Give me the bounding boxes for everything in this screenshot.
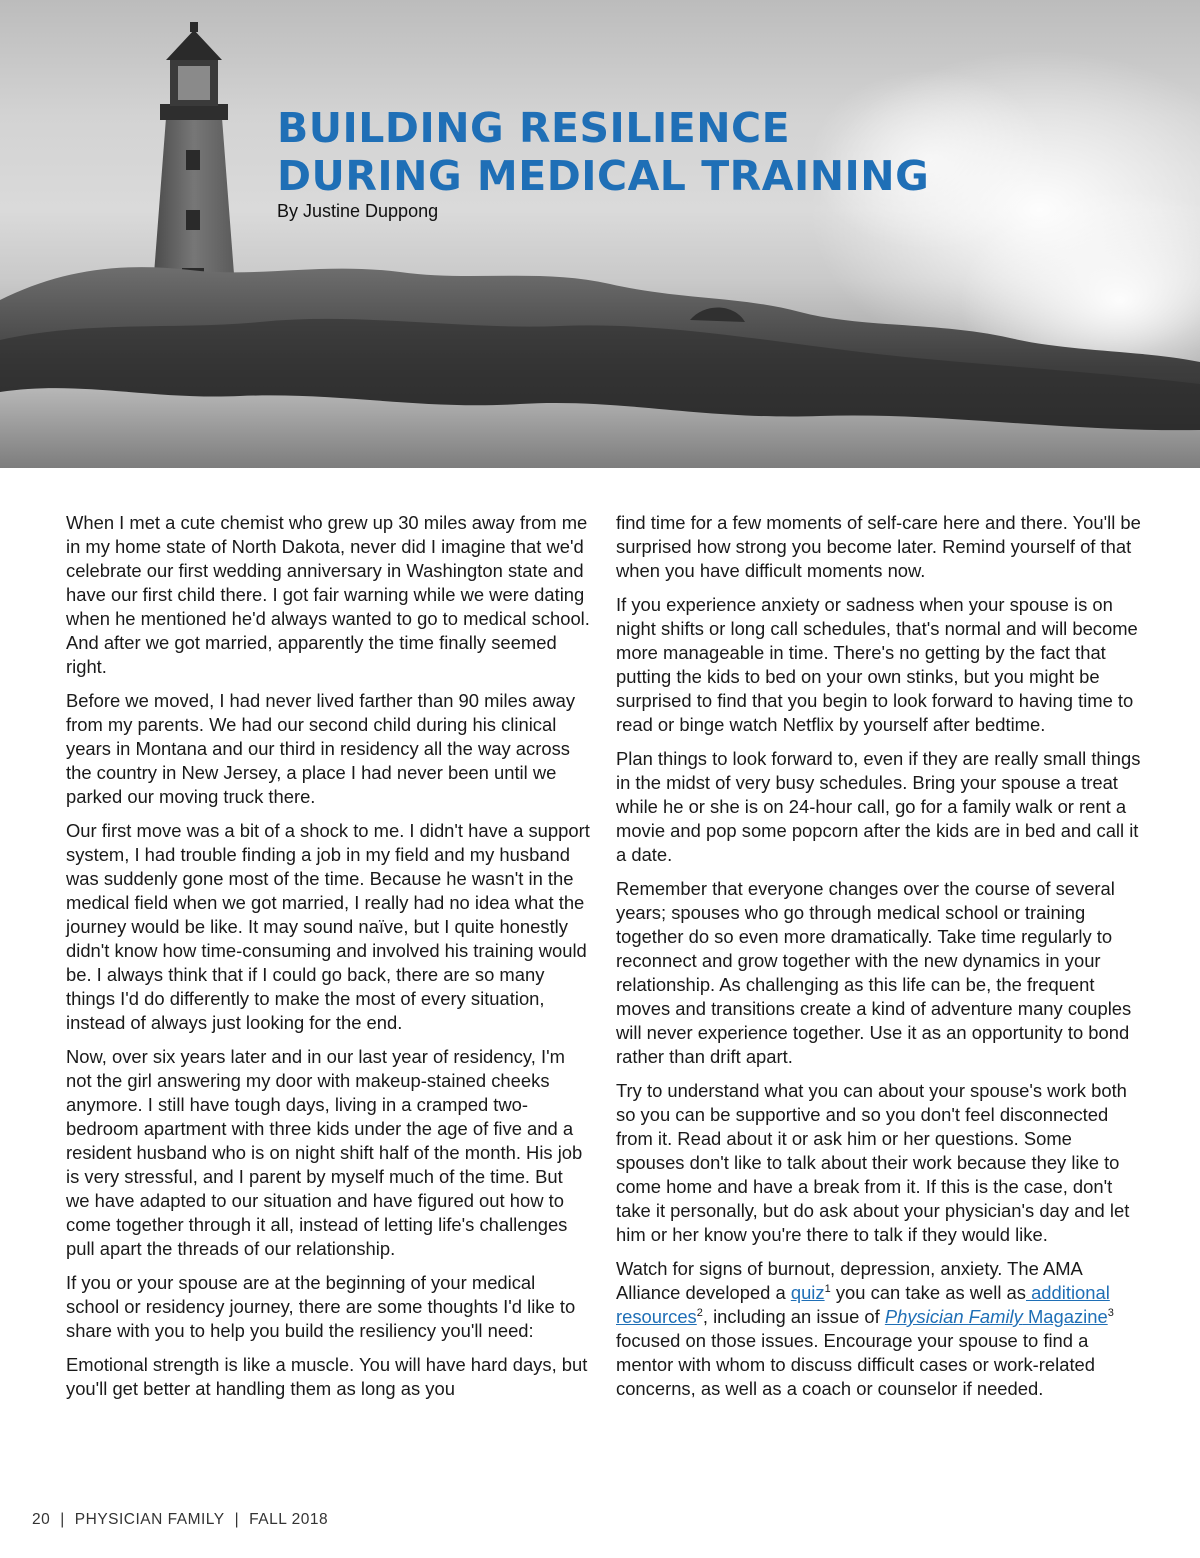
separator: | [60,1511,65,1528]
magazine-name-italic: Physician Family [884,1306,1023,1327]
paragraph: find time for a few moments of self-care here and there. You'll be surprised how strong you become later. Remind yourself of that when you have difficult moments now. [616,512,1141,581]
physician-family-magazine-link[interactable] [885,1306,1108,1327]
paragraph-with-links [616,1257,1141,1401]
page-footer [32,1511,328,1529]
footnote-2: 2 [696,1306,703,1319]
publication-name: PHYSICIAN FAMILY [74,1511,225,1528]
quiz-link[interactable]: quiz [790,1282,825,1303]
magazine-word: Magazine [1022,1306,1108,1327]
paragraph: If you or your spouse are at the beginning of your medical school or residency journey, there are some thoughts I'd like to share with you to help you build the resiliency you'll need: [66,1272,576,1341]
title-line-1: BUILDING RESILIENCE [277,104,791,152]
paragraph: Remember that everyone changes over the course of several years; spouses who go through medical school or training together do so even more dramatically. Take time regularly to reconnect and grow together with the new dynamics in your relationship. As challenging as this life can be, the frequent moves and transitions create a kind of adventure many couples will never experience together. Use it as an opportunity to bond rather than drift apart. [616,878,1132,1067]
article-column-right [616,511,1141,1411]
paragraph: When I met a cute chemist who grew up 30 miles away from me in my home state of North Dakota, never did I imagine that we'd celebrate our first wedding anniversary in Washington state and have our first child there. I got fair warning while we were dating when he mentioned he'd always wanted to go to medical school. And after we got married, apparently the time finally seemed right. [66,512,590,677]
additional-resources-link[interactable]: additional resources [616,1282,1110,1327]
title-line-2: DURING MEDICAL TRAINING [277,152,930,200]
page-number: 20 [32,1511,51,1528]
footnote-3: 3 [1107,1306,1114,1319]
footnote-1: 1 [824,1282,831,1295]
text-segment: you can take as well as [830,1282,1026,1303]
paragraph: Now, over six years later and in our last year of residency, I'm not the girl answering my door with makeup-stained cheeks anymore. I still have tough days, living in a cramped two-bedroom apartment with three kids under the age of five and a resident husband who is on night shift half of the month. His job is very stressful, and I parent by myself much of the time. But we have adapted to our situation and have figured out how to come together through it all, instead of letting life's challenges pull apart the threads of our relationship. [66,1046,583,1259]
separator: | [234,1511,240,1528]
article-column-left [66,511,591,1411]
paragraph: Our first move was a bit of a shock to me. I didn't have a support system, I had trouble finding a job in my field and my husband was suddenly gone most of the time. Because he wasn't in the medical field when we got married, I really had no idea what the journey would be like. It may sound naïve, but I quite honestly didn't know how time-consuming and involved his training would be. I always think that if I could go back, there are so many things I'd do differently to make the most of every situation, instead of always just looking for the end. [66,820,590,1033]
hero-image [0,0,1200,468]
paragraph: Before we moved, I had never lived farther than 90 miles away from my parents. We had our second child during his clinical years in Montana and our third in residency all the way across the country in New Jersey, a place I had never been until we parked our moving truck there. [66,690,576,807]
byline: By Justine Duppong [277,201,439,221]
lighthouse-seascape-illustration [0,0,1200,468]
paragraph: Emotional strength is like a muscle. You will have hard days, but you'll get better at handling them as long as you [66,1354,588,1399]
article-title [277,104,929,200]
text-segment: focused on those issues. Encourage your spouse to find a mentor with whom to discuss difficult cases or work-related concerns, as well as a coach or counselor if needed. [616,1330,1096,1399]
paragraph: Plan things to look forward to, even if they are really small things in the midst of very busy schedules. Bring your spouse a treat while he or she is on 24-hour call, go for a family walk or rent a movie and pop some popcorn after the kids are in bed and call it a date. [616,748,1141,865]
paragraph: If you experience anxiety or sadness when your spouse is on night shifts or long call schedules, that's normal and will become more manageable in time. There's no getting by the fact that putting the kids to bed on your own stinks, but you might be surprised to find that you begin to look forward to having time to read or binge watch Netflix by yourself after bedtime. [616,594,1138,735]
paragraph: Try to understand what you can about your spouse's work both so you can be supportive and so you don't feel disconnected from it. Read about it or ask him or her questions. Some spouses don't like to talk about their work because they like to come home and have a break from it. If this is the case, don't take it personally, but do ask about your physician's day and let him or her know you're there to talk if they would like. [616,1080,1130,1245]
text-segment: , including an issue of [702,1306,885,1327]
issue-date: FALL 2018 [249,1511,329,1528]
text-segment: Watch for signs of burnout, depression, anxiety. The AMA Alliance developed a [616,1258,1082,1303]
lighthouse [152,22,236,300]
